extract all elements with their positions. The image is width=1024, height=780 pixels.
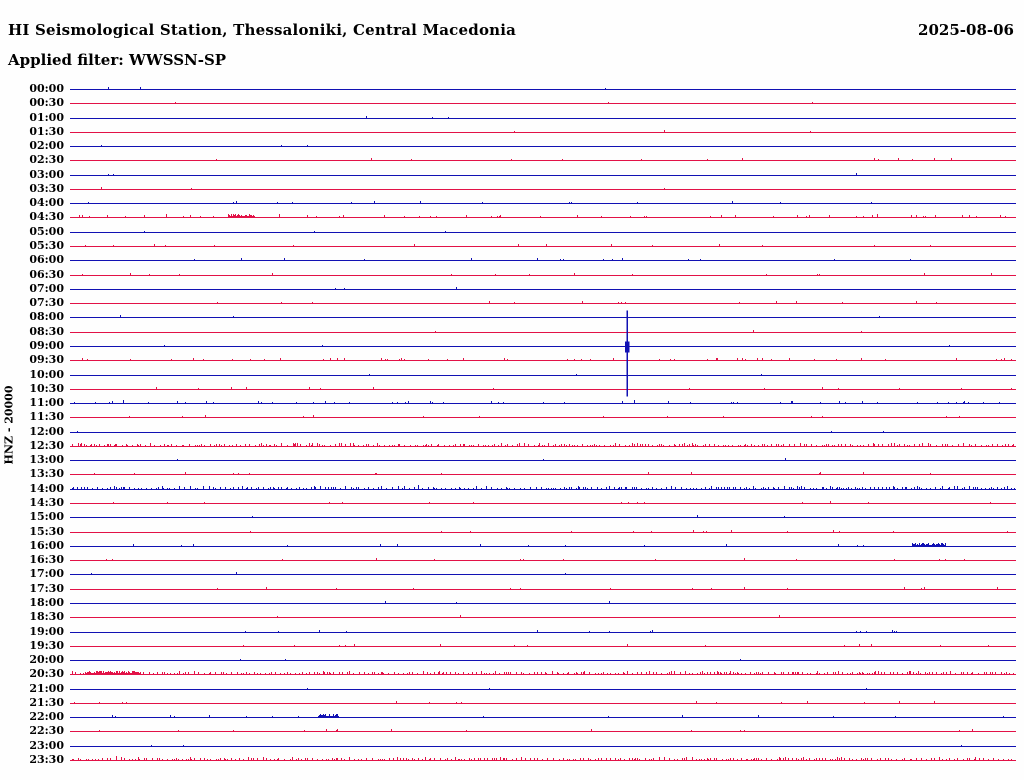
time-label-02:00: 02:00 — [29, 139, 64, 152]
event-blob — [625, 342, 630, 353]
trace-row-01:30 — [70, 130, 1016, 133]
trace-row-18:30 — [70, 615, 1016, 618]
time-label-13:30: 13:30 — [29, 467, 64, 480]
time-label-23:30: 23:30 — [29, 753, 64, 766]
trace-row-00:30 — [70, 102, 1016, 104]
trace-row-11:30 — [70, 415, 1016, 418]
time-label-03:30: 03:30 — [29, 182, 64, 195]
filter-label: Applied filter: WWSSN-SP — [8, 51, 227, 69]
trace-row-00:00 — [70, 87, 1016, 90]
trace-row-15:00 — [70, 515, 1016, 518]
station-title: HI Seismological Station, Thessaloniki, Central Macedonia — [8, 21, 517, 39]
time-label-20:00: 20:00 — [29, 653, 64, 666]
time-label-10:00: 10:00 — [29, 368, 64, 381]
time-label-01:30: 01:30 — [29, 125, 64, 138]
time-label-01:00: 01:00 — [29, 111, 64, 124]
trace-row-12:30 — [70, 443, 1016, 447]
time-label-16:30: 16:30 — [29, 553, 64, 566]
time-label-20:30: 20:30 — [29, 667, 64, 680]
time-label-22:30: 22:30 — [29, 724, 64, 737]
time-label-19:30: 19:30 — [29, 639, 64, 652]
trace-row-11:00 — [70, 400, 1016, 404]
trace-row-23:00 — [70, 745, 1016, 747]
trace-row-13:00 — [70, 458, 1016, 461]
time-label-12:30: 12:30 — [29, 439, 64, 452]
trace-row-09:30 — [70, 358, 1016, 361]
trace-row-22:00 — [70, 714, 1016, 718]
trace-row-23:30 — [70, 756, 1016, 761]
trace-row-01:00 — [70, 116, 1016, 119]
time-label-16:00: 16:00 — [29, 539, 64, 552]
trace-row-05:30 — [70, 244, 1016, 247]
trace-row-02:00 — [70, 145, 1016, 147]
trace-row-08:30 — [70, 330, 1016, 333]
trace-row-13:30 — [70, 472, 1016, 475]
trace-row-14:00 — [70, 485, 1016, 490]
time-label-06:30: 06:30 — [29, 268, 64, 281]
time-label-17:30: 17:30 — [29, 582, 64, 595]
trace-row-04:30 — [70, 214, 1016, 218]
time-label-13:00: 13:00 — [29, 453, 64, 466]
time-label-00:00: 00:00 — [29, 82, 64, 95]
time-label-08:30: 08:30 — [29, 325, 64, 338]
trace-row-03:00 — [70, 173, 1016, 176]
channel-axis-label: HNZ - 20000 — [2, 385, 16, 465]
trace-row-21:30 — [70, 701, 1016, 704]
trace-row-17:00 — [70, 572, 1016, 575]
trace-row-21:00 — [70, 688, 1016, 690]
trace-row-19:00 — [70, 630, 1016, 633]
time-label-02:30: 02:30 — [29, 153, 64, 166]
time-label-23:00: 23:00 — [29, 739, 64, 752]
trace-row-04:00 — [70, 201, 1016, 204]
time-label-03:00: 03:00 — [29, 168, 64, 181]
time-label-17:00: 17:00 — [29, 567, 64, 580]
time-label-22:00: 22:00 — [29, 710, 64, 723]
time-label-09:30: 09:30 — [29, 353, 64, 366]
trace-row-09:00 — [70, 345, 1016, 347]
trace-row-10:00 — [70, 374, 1016, 376]
trace-row-05:00 — [70, 231, 1016, 233]
trace-row-07:30 — [70, 301, 1016, 304]
trace-row-18:00 — [70, 601, 1016, 604]
time-label-14:30: 14:30 — [29, 496, 64, 509]
time-label-21:00: 21:00 — [29, 682, 64, 695]
trace-row-10:30 — [70, 387, 1016, 390]
time-label-14:00: 14:00 — [29, 482, 64, 495]
time-label-19:00: 19:00 — [29, 625, 64, 638]
time-label-12:00: 12:00 — [29, 425, 64, 438]
time-label-09:00: 09:00 — [29, 339, 64, 352]
trace-row-12:00 — [70, 431, 1016, 433]
time-label-04:30: 04:30 — [29, 210, 64, 223]
trace-row-19:30 — [70, 644, 1016, 647]
trace-row-07:00 — [70, 287, 1016, 290]
time-label-21:30: 21:30 — [29, 696, 64, 709]
time-label-15:30: 15:30 — [29, 525, 64, 538]
trace-row-15:30 — [70, 530, 1016, 533]
time-label-11:00: 11:00 — [29, 396, 64, 409]
time-label-07:00: 07:00 — [29, 282, 64, 295]
trace-row-06:00 — [70, 258, 1016, 261]
trace-row-02:30 — [70, 158, 1016, 161]
trace-row-20:30 — [70, 671, 1016, 675]
trace-row-14:30 — [70, 501, 1016, 504]
time-label-10:30: 10:30 — [29, 382, 64, 395]
time-label-04:00: 04:00 — [29, 196, 64, 209]
time-label-06:00: 06:00 — [29, 253, 64, 266]
trace-row-20:00 — [70, 659, 1016, 661]
time-label-18:00: 18:00 — [29, 596, 64, 609]
trace-row-16:00 — [70, 543, 1016, 547]
time-label-05:00: 05:00 — [29, 225, 64, 238]
time-label-08:00: 08:00 — [29, 310, 64, 323]
trace-row-22:30 — [70, 729, 1016, 732]
time-label-05:30: 05:30 — [29, 239, 64, 252]
time-label-07:30: 07:30 — [29, 296, 64, 309]
trace-row-17:30 — [70, 587, 1016, 590]
time-label-11:30: 11:30 — [29, 410, 64, 423]
time-label-00:30: 00:30 — [29, 96, 64, 109]
trace-row-16:30 — [70, 558, 1016, 561]
trace-row-08:00 — [70, 315, 1016, 318]
time-label-15:00: 15:00 — [29, 510, 64, 523]
trace-row-03:30 — [70, 187, 1016, 190]
date-label: 2025-08-06 — [918, 21, 1014, 39]
trace-row-06:30 — [70, 273, 1016, 276]
time-label-18:30: 18:30 — [29, 610, 64, 623]
